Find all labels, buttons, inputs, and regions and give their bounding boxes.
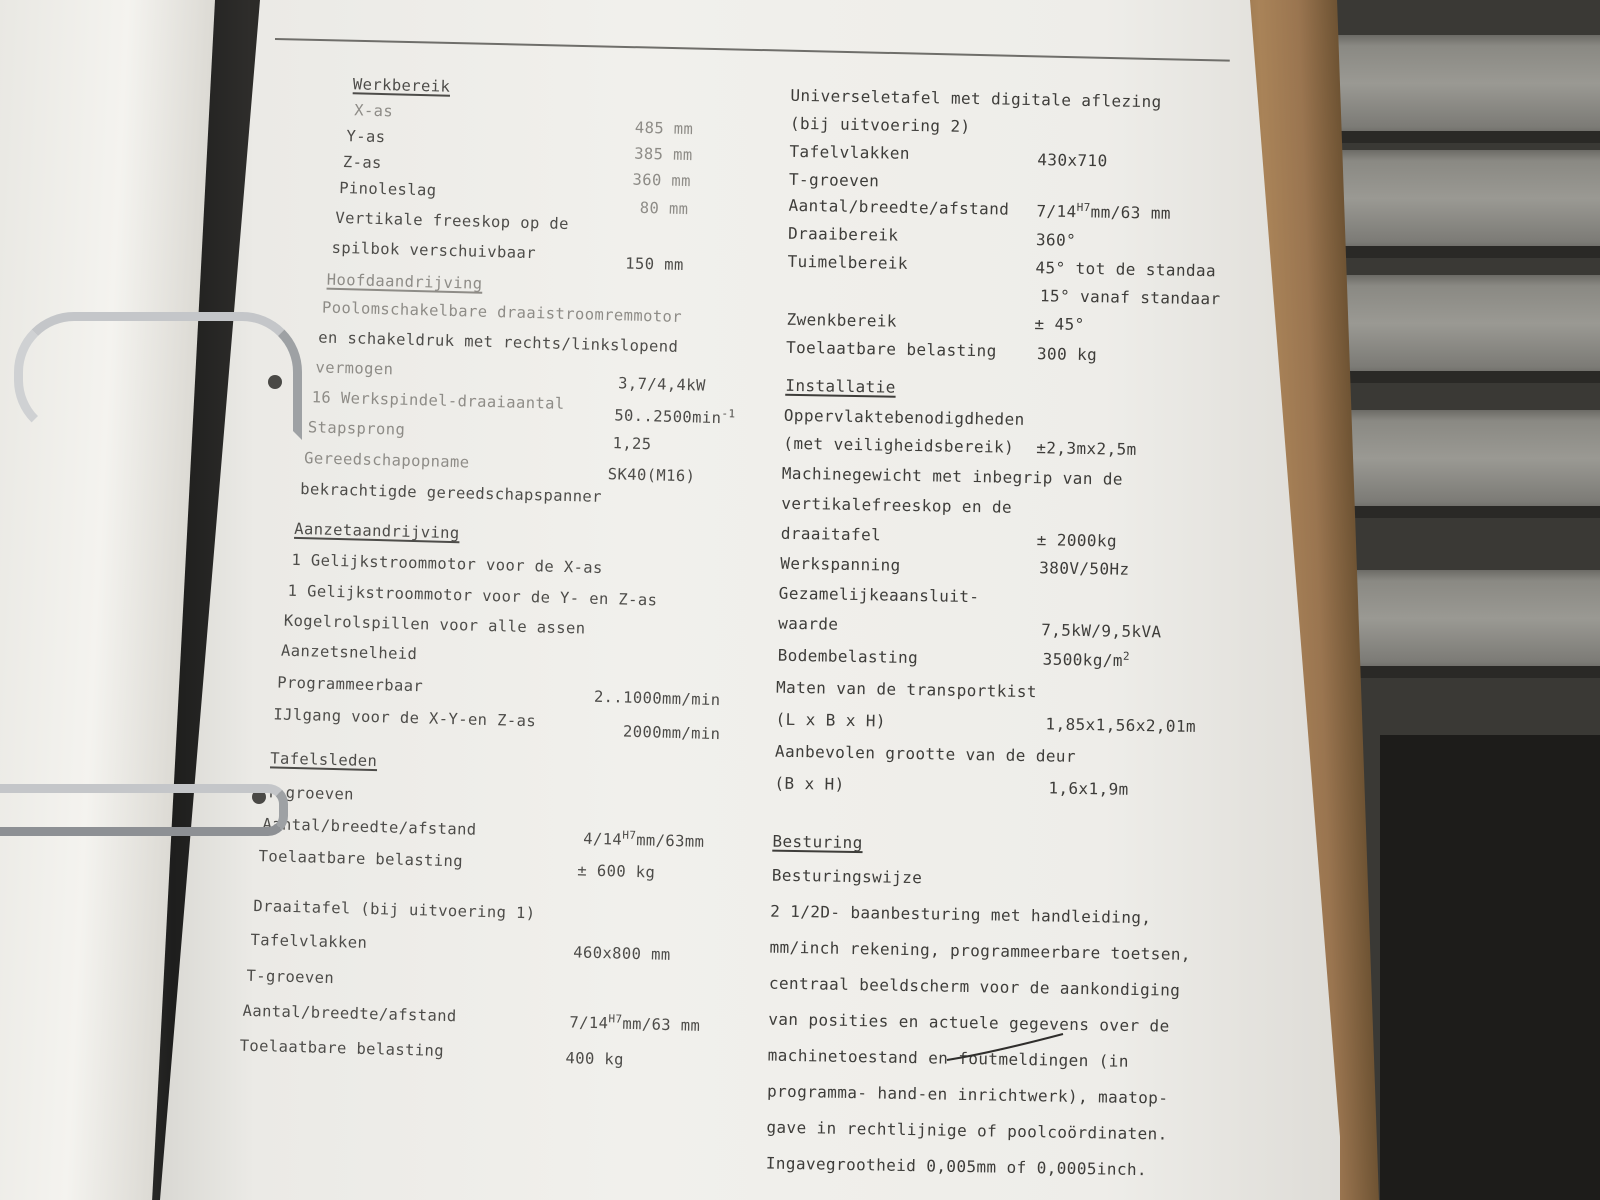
spec-value-text: 50..2500min: [614, 406, 722, 428]
spec-value: 360 mm: [632, 170, 692, 191]
spec-label: Aanbevolen grootte van de deur: [774, 741, 1077, 766]
section-heading-aanzetaandrijving: Aanzetaandrijving: [294, 519, 460, 543]
spec-value: 80 mm: [639, 198, 689, 219]
spec-label: Aanzetsnelheid: [280, 641, 418, 664]
spec-label: (bij uitvoering 2): [789, 113, 971, 136]
body-line: centraal beeldscherm voor de aankondiging: [768, 973, 1181, 1000]
spec-value-text: mm/63 mm: [622, 1014, 701, 1035]
spec-value: 7,5kW/9,5kVA: [1041, 620, 1162, 642]
spec-value: ± 2000kg: [1036, 530, 1118, 551]
spec-label: Poolomschakelbare draaistroomremmotor: [321, 298, 683, 326]
spec-label: (L x B x H): [775, 709, 887, 731]
spec-label: Tuimelbereik: [787, 251, 909, 273]
spec-value: 485 mm: [634, 118, 694, 139]
spec-value: [569, 1011, 700, 1035]
section-heading-draaitafel: Draaitafel (bij uitvoering 1): [253, 896, 536, 923]
spec-value: 1,6x1,9m: [1048, 778, 1129, 799]
spec-label: 16 Werkspindel-draaiaantal: [311, 388, 565, 413]
spec-value: 1,85x1,56x2,01m: [1045, 714, 1197, 736]
tolerance: H7: [1076, 200, 1091, 215]
body-line: Ingavegrootheid 0,005mm of 0,0005inch.: [765, 1153, 1148, 1180]
spec-value: 3,7/4,4kW: [617, 374, 706, 395]
binder-ring-upper: [14, 312, 302, 440]
spec-label: Aantal/breedte/afstand: [242, 1001, 457, 1026]
spec-value: 360°: [1035, 230, 1077, 250]
spec-label: Zwenkbereik: [786, 309, 898, 331]
spec-label: 1 Gelijkstroommotor voor de Y- en Z-as: [287, 581, 658, 610]
body-line: van posities en actuele gegevens over de: [768, 1009, 1170, 1036]
exponent: -1: [721, 407, 736, 421]
spec-label: bekrachtigde gereedschapspanner: [300, 480, 603, 506]
section-heading-werkbereik: Werkbereik: [352, 75, 451, 96]
section-heading-tafelsleden: Tafelsleden: [270, 749, 378, 771]
spec-label: 1 Gelijkstroommotor voor de X-as: [291, 550, 603, 577]
section-heading-universeletafel: Universeletafel met digitale aflezing: [790, 85, 1162, 112]
spec-value: 380V/50Hz: [1039, 558, 1130, 579]
spec-value-text: 7/14: [569, 1013, 609, 1033]
body-line: gave in rechtlijnige of poolcoördinaten.: [766, 1117, 1168, 1144]
spec-value: 2..1000mm/min: [593, 687, 721, 710]
spec-label: Toelaatbare belasting: [785, 337, 997, 361]
spec-value: 15° vanaf standaar: [1039, 286, 1221, 309]
spec-label: Toelaatbare belasting: [258, 847, 464, 871]
spec-value: [583, 828, 705, 851]
spec-label: Stapsprong: [307, 418, 406, 439]
spec-value: [1042, 648, 1130, 670]
spec-label: T-groeven: [266, 783, 355, 804]
spec-value: 2000mm/min: [622, 722, 721, 744]
spec-value-text: 3500kg/m: [1042, 649, 1124, 671]
spec-label: T-groeven: [788, 169, 880, 191]
spec-value: 300 kg: [1036, 344, 1098, 365]
binder-ring-lower: [0, 784, 288, 836]
spec-label: vermogen: [315, 358, 394, 379]
spec-label: spilbok verschuivbaar: [331, 238, 537, 263]
body-line: programma- hand-en inrichtwerk), maatop-: [766, 1081, 1169, 1108]
spec-value: 400 kg: [565, 1049, 625, 1069]
spec-label: Kogelrolspillen voor alle assen: [283, 611, 586, 638]
spec-value-text: mm/63mm: [635, 831, 705, 851]
spec-label: T-groeven: [246, 966, 335, 988]
spec-label: IJlgang voor de X-Y-en Z-as: [273, 705, 537, 731]
spec-value: ± 45°: [1034, 314, 1085, 334]
exponent: 2: [1122, 649, 1131, 663]
spec-label: Vertikale freeskop op de: [335, 208, 570, 233]
spec-label: Gereedschapopname: [303, 449, 470, 472]
spec-label: Gezamelijkeaansluit-: [778, 583, 980, 607]
body-line: 2 1/2D- baanbesturing met handleiding,: [770, 901, 1152, 928]
section-heading-installatie: Installatie: [785, 375, 896, 397]
spec-value-text: mm/63 mm: [1090, 202, 1172, 223]
spec-value: SK40(M16): [607, 465, 696, 486]
section-heading-besturing: Besturing: [772, 831, 863, 853]
spec-value-text: 7/14: [1036, 201, 1077, 222]
body-line: machinetoestand en foutmeldingen (in: [767, 1045, 1130, 1071]
spec-label: Z-as: [342, 153, 383, 173]
spec-value: [1036, 200, 1171, 223]
spec-label: Maten van de transportkist: [775, 677, 1038, 702]
spec-label: Y-as: [346, 127, 386, 147]
spec-value: 385 mm: [633, 144, 693, 165]
spec-label: Toelaatbare belasting: [239, 1036, 445, 1060]
spec-label: (B x H): [774, 773, 845, 794]
spec-label: draaitafel: [780, 523, 882, 545]
body-line: mm/inch rekening, programmeerbare toetsen,: [769, 937, 1192, 964]
spec-value: 460x800 mm: [573, 943, 671, 964]
tolerance: H7: [622, 828, 637, 842]
spec-label: (met veiligheidsbereik): [783, 433, 1015, 457]
tolerance: H7: [608, 1012, 623, 1026]
spec-label: Oppervlaktebenodigdheden: [783, 405, 1025, 429]
spec-value: ± 600 kg: [577, 861, 656, 882]
spec-label: X-as: [353, 101, 394, 121]
dark-background: [1380, 735, 1600, 1200]
spec-label: waarde: [778, 613, 839, 634]
section-heading-hoofdaandrijving: Hoofdaandrijving: [326, 270, 483, 293]
spec-label: vertikalefreeskop en de: [781, 493, 1013, 517]
spec-label: Aantal/breedte/afstand: [262, 815, 477, 839]
spec-label: Machinegewicht met inbegrip van de: [781, 463, 1124, 489]
spec-label: Besturingswijze: [771, 865, 923, 888]
spec-value: 150 mm: [625, 254, 684, 274]
spec-label: Tafelvlakken: [250, 930, 368, 952]
spec-label: Programmeerbaar: [276, 673, 424, 696]
spec-value: 45° tot de standaa: [1035, 258, 1217, 281]
spec-label: en schakeldruk met rechts/linkslopend: [318, 328, 679, 356]
spec-value: ±2,3mx2,5m: [1036, 438, 1137, 459]
pen-strike-mark: [945, 1032, 1065, 1064]
spec-label: Tafelvlakken: [789, 141, 911, 163]
spec-value-text: 4/14: [583, 829, 623, 849]
spec-label: Pinoleslag: [338, 178, 437, 200]
spec-label: Bodembelasting: [777, 645, 919, 668]
spec-value: [614, 404, 736, 427]
spec-label: Werkspanning: [780, 553, 901, 575]
spec-label: Draaibereik: [787, 223, 899, 245]
spec-label: Aantal/breedte/afstand: [788, 195, 1010, 219]
spec-value: 430x710: [1037, 150, 1108, 171]
spec-value: 1,25: [612, 434, 652, 454]
